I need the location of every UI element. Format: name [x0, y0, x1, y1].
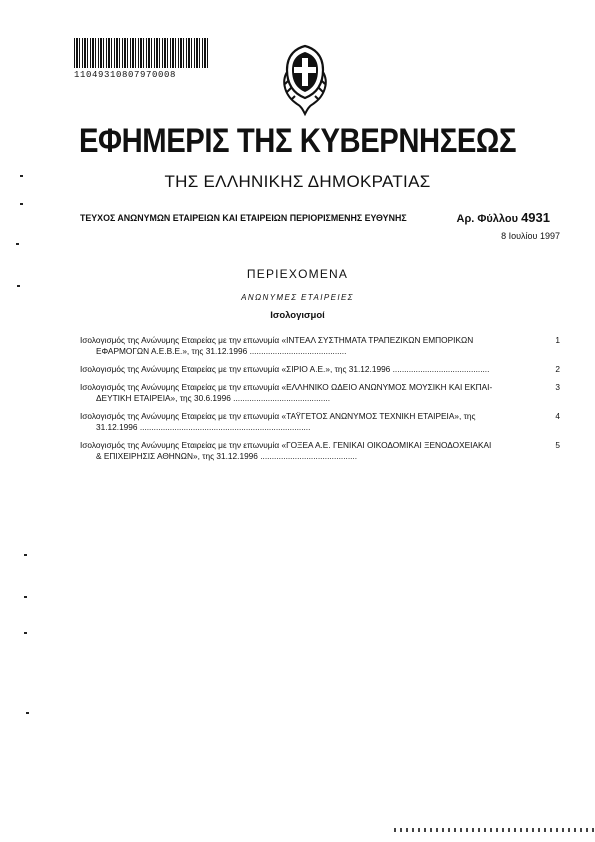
sheet-label: Αρ. Φύλλου: [456, 213, 519, 225]
issue-type: ΤΕΥΧΟΣ ΑΝΩΝΥΜΩΝ ΕΤΑΙΡΕΙΩΝ ΚΑΙ ΕΤΑΙΡΕΙΩΝ ΠΕΡΙΟΡΙΣΜΕΝΗΣ ΕΥΘΥΝΗΣ: [80, 213, 407, 224]
entry-page: 2: [555, 364, 560, 374]
entry-line: Ισολογισμός της Ανώνυμης Εταιρείας με την επωνυμία «ΣΙΡΙΟ Α.Ε.», της 31.12.1996 ..........................................: [80, 364, 490, 374]
coat-of-arms-emblem: [277, 40, 333, 120]
gazette-subtitle: ΤΗΣ ΕΛΛΗΝΙΚΗΣ ΔΗΜΟΚΡΑΤΙΑΣ: [164, 172, 431, 191]
entry-page: 3: [555, 382, 560, 392]
gazette-title: ΕΦΗΜΕΡΙΣ ΤΗΣ ΚΥΒΕΡΝΗΣΕΩΣ: [78, 122, 517, 160]
scan-speck: [20, 203, 23, 205]
scan-speck: [20, 175, 23, 177]
contents-entry: [80, 335, 560, 357]
entry-line: Ισολογισμός της Ανώνυμης Εταιρείας με την επωνυμία «ΤΑΫΓΕΤΟΣ ΑΝΩΝΥΜΟΣ ΤΕΧΝΙΚΗ ΕΤΑΙΡΕΙΑ», της: [80, 411, 476, 421]
entry-line: ΕΦΑΡΜΟΓΩΝ Α.Ε.Β.Ε.», της 31.12.1996 ..........................................: [96, 346, 347, 356]
entry-line: Ισολογισμός της Ανώνυμης Εταιρείας με την επωνυμία «ΕΛΛΗΝΙΚΟ ΩΔΕΙΟ ΑΝΩΝΥΜΟΣ ΜΟΥΣΙΚΗ ΚΑΙ ΕΚΠΑΙ-: [80, 382, 493, 392]
contents-entry: [80, 440, 560, 462]
contents-entry: [80, 364, 560, 375]
entry-line: & ΕΠΙΧΕΙΡΗΣΙΣ ΑΘΗΝΩΝ», της 31.12.1996 ..........................................: [96, 451, 358, 461]
contents-heading: ΠΕΡΙΕΧΟΜΕΝΑ: [246, 267, 349, 281]
entry-line: 31.12.1996 ..........................................................................: [96, 422, 311, 432]
entry-page: 1: [555, 335, 560, 345]
barcode: [74, 38, 210, 68]
section-heading: ΑΝΩΝΥΜΕΣ ΕΤΑΙΡΕΙΕΣ: [241, 293, 354, 302]
scan-speck: [16, 243, 19, 245]
entry-page: 5: [555, 440, 560, 450]
sheet-number-block: [457, 210, 551, 225]
scan-speck: [24, 596, 27, 598]
scan-edge-artifact: [394, 828, 594, 832]
issue-date: 8 Ιουλίου 1997: [501, 231, 560, 241]
entry-line: ΔΕΥΤΙΚΗ ΕΤΑΙΡΕΙΑ», της 30.6.1996 ..........................................: [96, 393, 330, 403]
contents-list: [80, 335, 560, 469]
contents-entry: [80, 382, 560, 404]
entry-page: 4: [555, 411, 560, 421]
entry-line: Ισολογισμός της Ανώνυμης Εταιρείας με την επωνυμία «ΓΟΞΕΑ Α.Ε. ΓΕΝΙΚΑΙ ΟΙΚΟΔΟΜΙΚΑΙ ΞΕΝΟΔΟΧΕΙΑΚΑΙ: [80, 440, 492, 450]
scan-speck: [26, 712, 29, 714]
scan-speck: [24, 632, 27, 634]
entry-line: Ισολογισμός της Ανώνυμης Εταιρείας με την επωνυμία «ΙΝΤΕΑΛ ΣΥΣΤΗΜΑΤΑ ΤΡΑΠΕΖΙΚΩΝ ΕΜΠΟΡΙΚΩΝ: [80, 335, 474, 345]
contents-entry: [80, 411, 560, 433]
scan-speck: [24, 554, 27, 556]
issue-line: [80, 210, 555, 230]
scan-speck: [17, 285, 20, 287]
sheet-number: 4931: [521, 210, 550, 225]
subsection-heading: Ισολογισμοί: [270, 310, 325, 321]
barcode-number: 11049310807970008: [74, 70, 177, 80]
